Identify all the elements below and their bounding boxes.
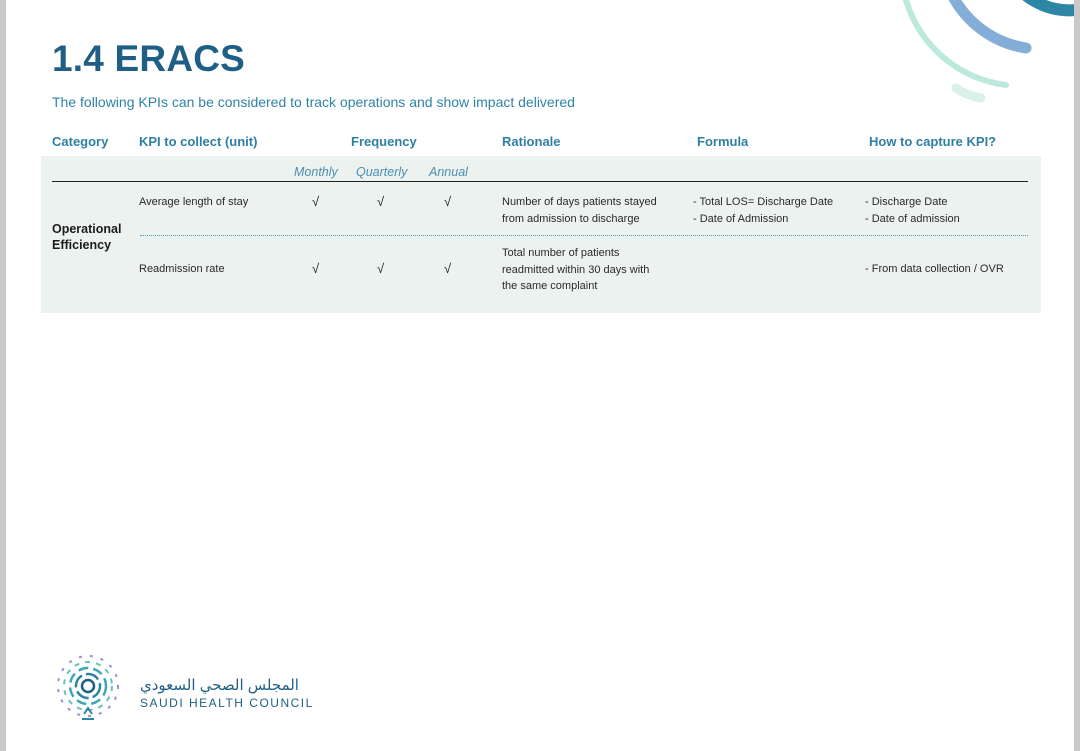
page-subtitle: The following KPIs can be considered to track operations and show impact delivered: [52, 94, 575, 110]
header-kpi: KPI to collect (unit): [139, 134, 258, 149]
decorative-arcs-icon: [886, 0, 1074, 120]
row1-monthly-check: √: [312, 194, 320, 209]
row2-monthly-check: √: [312, 261, 320, 276]
document-page: [6, 0, 1074, 751]
row1-capture: - Discharge Date - Date of admission: [865, 196, 960, 225]
frequency-annual: Annual: [429, 165, 468, 179]
row1-kpi: Average length of stay: [139, 196, 249, 208]
logo-arabic-text: المجلس الصحي السعودي: [140, 677, 299, 694]
row1-formula: - Total LOS= Discharge Date - Date of Admission: [693, 196, 834, 225]
frequency-monthly: Monthly: [294, 165, 338, 179]
header-capture: How to capture KPI?: [869, 134, 997, 149]
frequency-quarterly: Quarterly: [356, 165, 408, 179]
row2-annual-check: √: [444, 261, 452, 276]
logo-english-text: SAUDI HEALTH COUNCIL: [140, 696, 314, 710]
row2-kpi: Readmission rate: [139, 263, 225, 275]
row1-quarterly-check: √: [377, 194, 385, 209]
row-divider: [140, 235, 1028, 236]
row1-rationale: Number of days patients stayed from admission to discharge: [502, 196, 657, 225]
row1-annual-check: √: [444, 194, 452, 209]
row2-capture: - From data collection / OVR: [865, 263, 1004, 275]
header-frequency: Frequency: [351, 134, 417, 149]
category-label: Operational Efficiency: [52, 222, 122, 252]
row2-rationale: Total number of patients readmitted within 30 days with the same complaint: [502, 247, 650, 292]
header-rationale: Rationale: [502, 134, 561, 149]
header-category: Category: [52, 134, 109, 149]
header-formula: Formula: [697, 134, 749, 149]
table-header-rule: [52, 181, 1028, 182]
page-title: 1.4 ERACS: [52, 38, 246, 79]
row2-quarterly-check: √: [377, 261, 385, 276]
